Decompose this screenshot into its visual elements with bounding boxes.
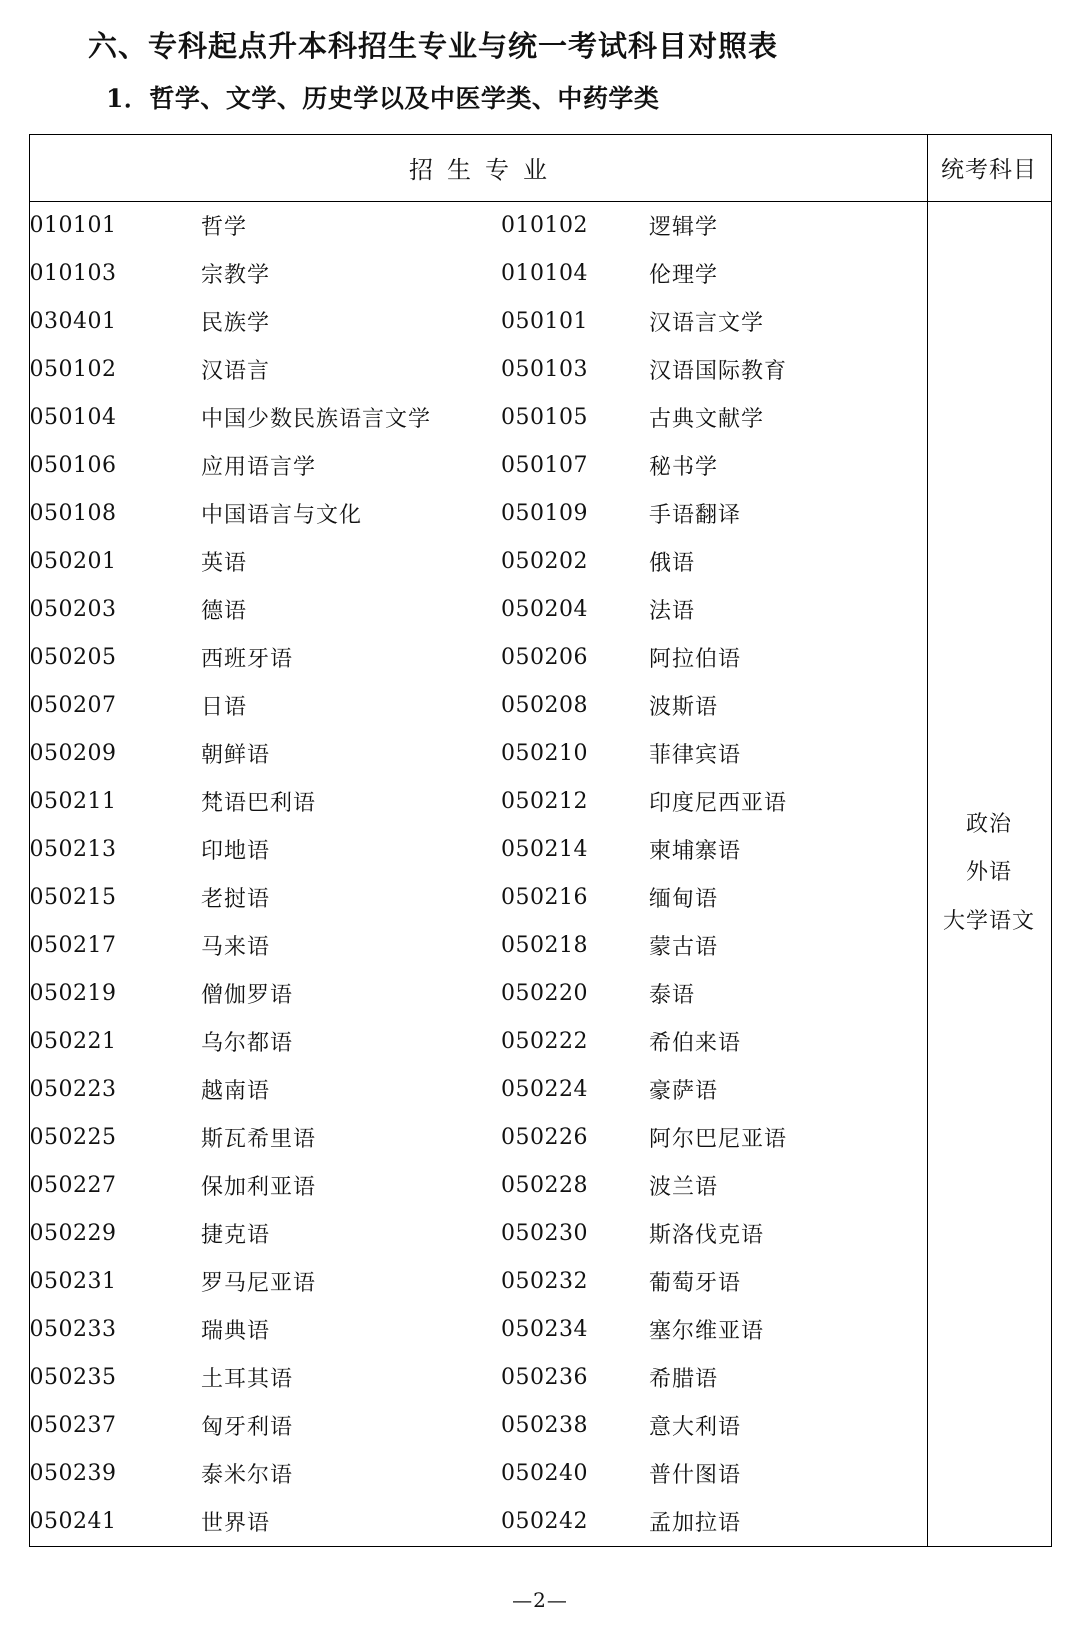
major-name-left: 日语 xyxy=(201,695,248,721)
major-code-right: 050242 xyxy=(501,1509,588,1535)
major-code-left: 050233 xyxy=(29,1317,117,1343)
major-name-left: 梵语巴利语 xyxy=(201,791,317,817)
major-code-right: 050232 xyxy=(501,1269,588,1295)
major-code-left: 050239 xyxy=(29,1461,117,1487)
table-row xyxy=(29,682,1051,730)
table-row xyxy=(29,346,1051,394)
major-code-right: 050101 xyxy=(501,309,588,335)
major-code-right: 050103 xyxy=(501,357,588,383)
table-row xyxy=(29,1306,1051,1354)
major-code-right: 050220 xyxy=(501,981,588,1007)
major-code-left: 050213 xyxy=(29,837,117,863)
major-name-right: 希伯来语 xyxy=(649,1031,742,1057)
major-name-left: 罗马尼亚语 xyxy=(201,1271,317,1297)
major-name-left: 英语 xyxy=(201,551,248,577)
column-header-majors: 招生专业 xyxy=(29,134,927,201)
major-name-left: 乌尔都语 xyxy=(201,1031,294,1057)
exam-subject-item: 政治 xyxy=(965,812,1012,837)
major-code-left: 050217 xyxy=(29,933,117,959)
major-name-right: 波斯语 xyxy=(649,695,719,721)
major-code-right: 050216 xyxy=(501,885,588,911)
major-name-right: 泰语 xyxy=(649,983,696,1009)
major-name-right: 汉语国际教育 xyxy=(649,359,788,385)
major-name-right: 法语 xyxy=(649,599,696,625)
table-row xyxy=(29,586,1051,634)
major-code-left: 050106 xyxy=(29,453,117,479)
table-row xyxy=(29,1210,1051,1258)
major-name-left: 世界语 xyxy=(201,1511,271,1537)
major-name-left: 宗教学 xyxy=(201,263,271,289)
major-code-right: 050214 xyxy=(501,837,588,863)
table-row xyxy=(29,1258,1051,1306)
table-row xyxy=(29,1354,1051,1402)
major-name-right: 阿尔巴尼亚语 xyxy=(649,1127,788,1153)
table-row xyxy=(29,1114,1051,1162)
major-code-left: 050205 xyxy=(29,645,117,671)
major-name-right: 斯洛伐克语 xyxy=(649,1223,765,1249)
major-name-left: 应用语言学 xyxy=(201,455,317,481)
major-code-left: 050235 xyxy=(29,1365,117,1391)
major-name-right: 菲律宾语 xyxy=(649,743,742,769)
major-name-left: 德语 xyxy=(201,599,248,625)
table-row xyxy=(29,394,1051,442)
table-row xyxy=(29,1162,1051,1210)
major-name-right: 汉语言文学 xyxy=(649,311,765,337)
table-row xyxy=(29,1018,1051,1066)
major-name-left: 西班牙语 xyxy=(201,647,294,673)
table-row xyxy=(29,1402,1051,1450)
major-name-left: 僧伽罗语 xyxy=(201,983,294,1009)
table-row xyxy=(29,298,1051,346)
major-code-right: 050224 xyxy=(501,1077,588,1103)
major-code-right: 050234 xyxy=(501,1317,588,1343)
major-name-left: 匈牙利语 xyxy=(201,1415,294,1441)
major-code-left: 050231 xyxy=(29,1269,117,1295)
major-name-left: 保加利亚语 xyxy=(201,1175,317,1201)
table-row xyxy=(29,1498,1051,1547)
major-code-right: 010104 xyxy=(501,261,588,287)
major-name-right: 希腊语 xyxy=(649,1367,719,1393)
major-code-left: 050108 xyxy=(29,501,117,527)
major-name-left: 民族学 xyxy=(201,311,271,337)
major-name-right: 蒙古语 xyxy=(649,935,719,961)
major-code-right: 050240 xyxy=(501,1461,588,1487)
table-row xyxy=(29,490,1051,538)
major-code-left: 050229 xyxy=(29,1221,117,1247)
major-name-right: 豪萨语 xyxy=(649,1079,719,1105)
table-row xyxy=(29,634,1051,682)
major-name-left: 泰米尔语 xyxy=(201,1463,294,1489)
major-name-left: 朝鲜语 xyxy=(201,743,271,769)
major-code-right: 050107 xyxy=(501,453,588,479)
table-row xyxy=(29,730,1051,778)
major-code-right: 050212 xyxy=(501,789,588,815)
table-row xyxy=(29,442,1051,490)
major-code-right: 050204 xyxy=(501,597,588,623)
major-code-left: 050215 xyxy=(29,885,117,911)
major-name-left: 汉语言 xyxy=(201,359,271,385)
major-code-right: 050226 xyxy=(501,1125,588,1151)
table-row xyxy=(29,874,1051,922)
page-number: —2— xyxy=(512,1588,568,1612)
majors-subjects-table xyxy=(29,134,1052,1547)
major-code-left: 050221 xyxy=(29,1029,117,1055)
major-name-right: 逻辑学 xyxy=(649,215,719,241)
major-name-right: 意大利语 xyxy=(649,1415,742,1441)
major-code-right: 050208 xyxy=(501,693,588,719)
major-code-left: 050227 xyxy=(29,1173,117,1199)
major-name-right: 柬埔寨语 xyxy=(649,839,742,865)
major-name-left: 越南语 xyxy=(201,1079,271,1105)
major-code-left: 050104 xyxy=(29,405,117,431)
major-name-left: 斯瓦希里语 xyxy=(201,1127,317,1153)
major-name-left: 中国少数民族语言文学 xyxy=(201,407,432,433)
major-name-right: 孟加拉语 xyxy=(649,1511,742,1537)
major-code-left: 010103 xyxy=(29,261,117,287)
major-code-right: 050218 xyxy=(501,933,588,959)
major-name-right: 古典文献学 xyxy=(649,407,765,433)
exam-subjects-cell xyxy=(927,201,1051,1546)
major-code-left: 010101 xyxy=(29,213,117,239)
section-subtitle: 1．哲学、文学、历史学以及中医学类、中药学类 xyxy=(106,83,660,113)
major-name-left: 马来语 xyxy=(201,935,271,961)
exam-subjects-list xyxy=(928,801,1051,946)
major-name-right: 阿拉伯语 xyxy=(649,647,742,673)
major-code-left: 050223 xyxy=(29,1077,117,1103)
major-code-left: 050237 xyxy=(29,1413,117,1439)
major-code-left: 050203 xyxy=(29,597,117,623)
major-name-right: 手语翻译 xyxy=(649,503,742,529)
major-code-right: 050105 xyxy=(501,405,588,431)
major-name-left: 捷克语 xyxy=(201,1223,271,1249)
table-row xyxy=(29,538,1051,586)
column-header-subject: 统考科目 xyxy=(927,134,1051,201)
major-name-left: 中国语言与文化 xyxy=(201,503,363,529)
major-code-left: 050211 xyxy=(29,789,117,815)
major-code-right: 050222 xyxy=(501,1029,588,1055)
major-name-right: 俄语 xyxy=(649,551,696,577)
major-code-right: 010102 xyxy=(501,213,588,239)
table-row xyxy=(29,201,1051,250)
major-code-right: 050236 xyxy=(501,1365,588,1391)
table-row xyxy=(29,922,1051,970)
major-name-right: 塞尔维亚语 xyxy=(649,1319,765,1345)
major-name-left: 老挝语 xyxy=(201,887,271,913)
page-title: 六、专科起点升本科招生专业与统一考试科目对照表 xyxy=(88,29,779,63)
major-code-right: 050206 xyxy=(501,645,588,671)
major-code-left: 050241 xyxy=(29,1509,117,1535)
major-code-left: 050219 xyxy=(29,981,117,1007)
major-name-right: 缅甸语 xyxy=(649,887,719,913)
major-name-left: 哲学 xyxy=(201,215,248,241)
exam-subject-item: 外语 xyxy=(965,860,1012,886)
major-code-right: 050202 xyxy=(501,549,588,575)
exam-subject-item: 大学语文 xyxy=(942,908,1035,934)
table-row xyxy=(29,1450,1051,1498)
major-name-right: 印度尼西亚语 xyxy=(649,791,788,817)
major-name-left: 印地语 xyxy=(201,839,271,865)
table-row xyxy=(29,1066,1051,1114)
table-row xyxy=(29,826,1051,874)
table-header-row xyxy=(29,134,1051,201)
major-name-left: 土耳其语 xyxy=(201,1367,294,1393)
major-code-left: 050209 xyxy=(29,741,117,767)
major-name-right: 普什图语 xyxy=(649,1463,742,1489)
table-row xyxy=(29,970,1051,1018)
major-code-right: 050238 xyxy=(501,1413,588,1439)
major-code-left: 050201 xyxy=(29,549,117,575)
major-code-right: 050210 xyxy=(501,741,588,767)
major-name-left: 瑞典语 xyxy=(201,1319,271,1345)
table-row xyxy=(29,778,1051,826)
major-name-right: 秘书学 xyxy=(649,455,719,481)
table-row xyxy=(29,250,1051,298)
major-name-right: 伦理学 xyxy=(649,263,719,289)
major-code-right: 050228 xyxy=(501,1173,588,1199)
major-code-left: 050207 xyxy=(29,693,117,719)
major-code-left: 030401 xyxy=(29,309,117,335)
major-name-right: 波兰语 xyxy=(649,1175,719,1201)
major-code-right: 050109 xyxy=(501,501,588,527)
major-code-left: 050102 xyxy=(29,357,117,383)
major-code-left: 050225 xyxy=(29,1125,117,1151)
major-code-right: 050230 xyxy=(501,1221,588,1247)
major-name-right: 葡萄牙语 xyxy=(649,1271,742,1297)
